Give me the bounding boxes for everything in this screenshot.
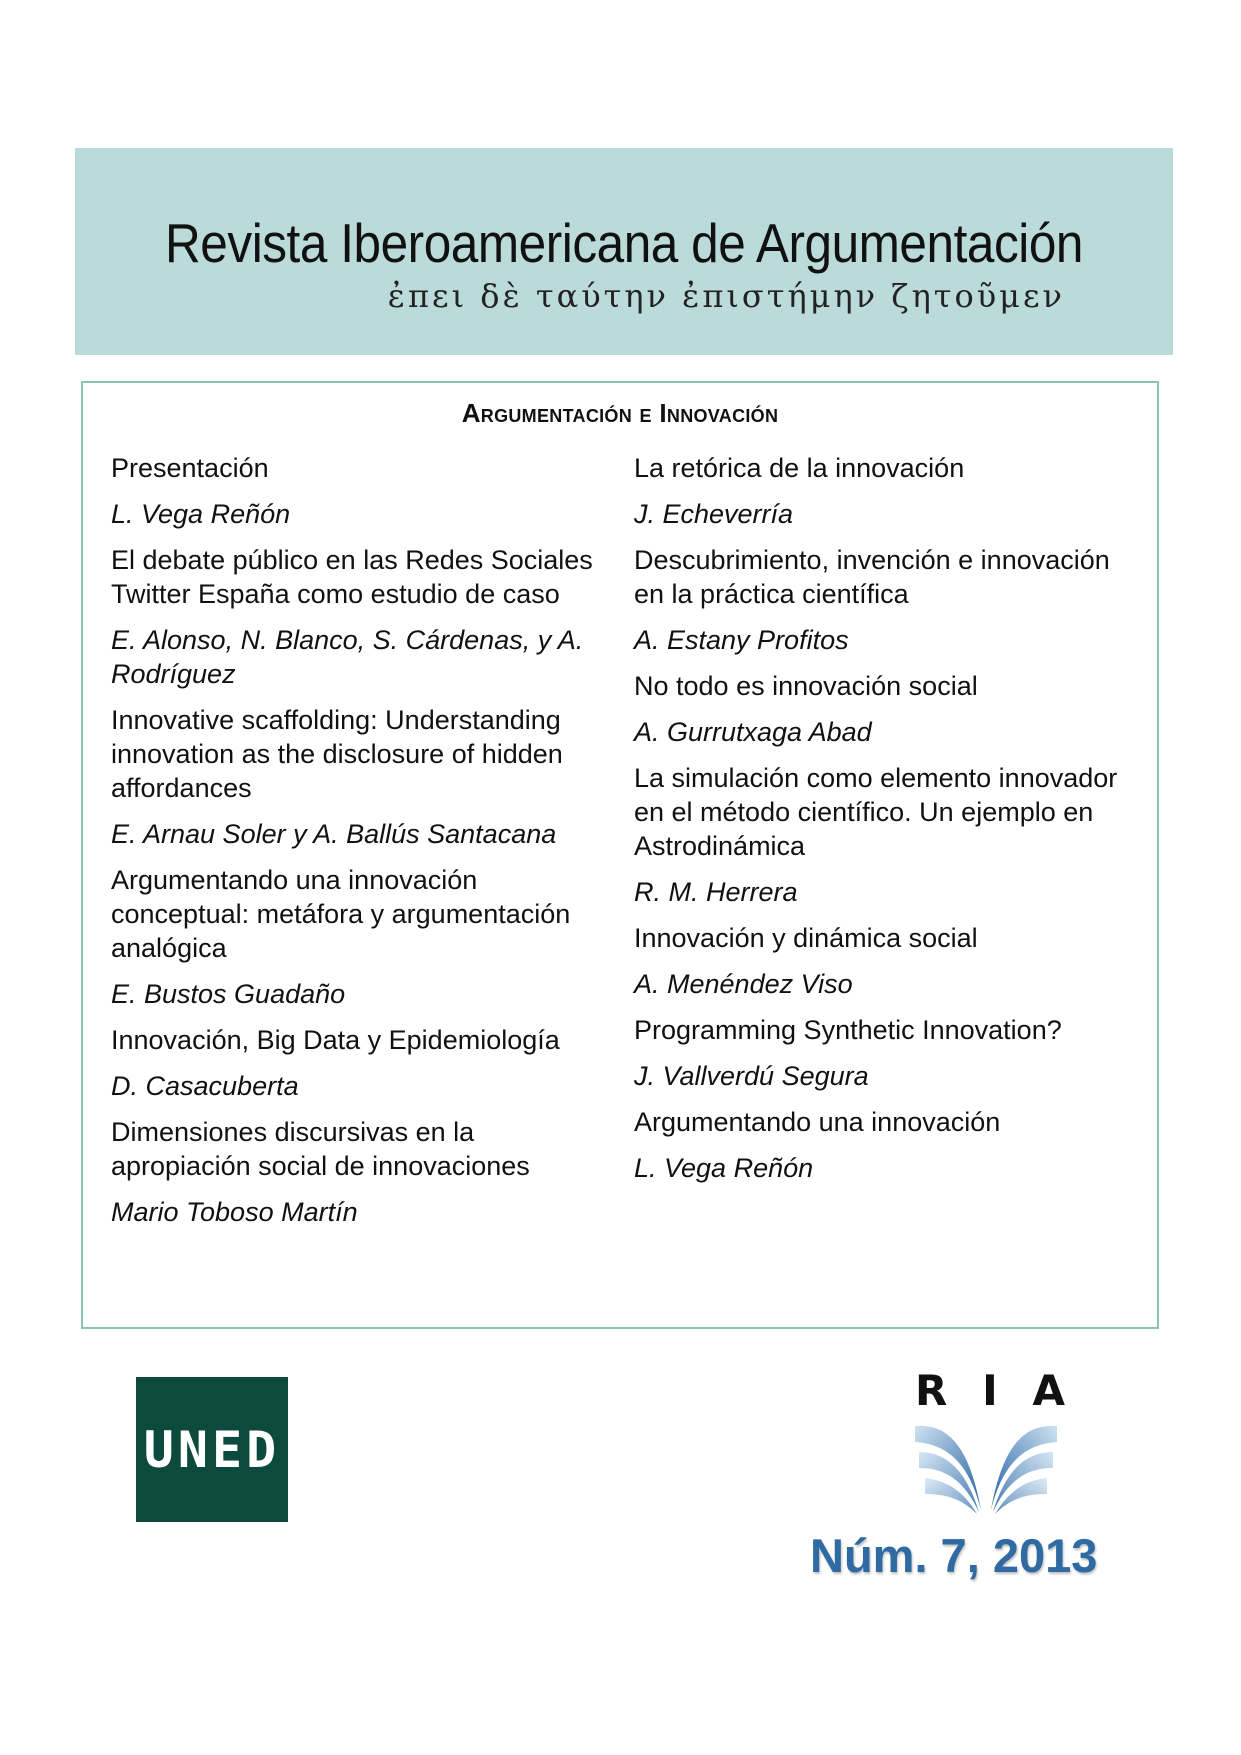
contents-left-column	[111, 451, 611, 1241]
article-title: Presentación	[111, 453, 269, 483]
contents-right-column	[634, 451, 1134, 1197]
article-author: Mario Toboso Martín	[111, 1197, 358, 1227]
article-title: Innovative scaffolding: Understanding innovation as the disclosure of hidden affordances	[111, 705, 563, 803]
ria-logo-letters	[915, 1366, 1065, 1415]
article-author: E. Alonso, N. Blanco, S. Cárdenas, y A. Rodríguez	[111, 625, 584, 689]
journal-motto: ἐπει δὲ ταύτην ἐπιστήμην ζητοῦμεν	[387, 277, 1065, 315]
article-author: J. Echeverría	[634, 499, 794, 529]
article-title: La simulación como elemento innovador en el método científico. Un ejemplo en Astrodinámica	[634, 763, 1118, 861]
list-item	[111, 451, 611, 531]
ria-letter: A	[1032, 1366, 1065, 1415]
list-item	[111, 1115, 611, 1229]
header-band	[75, 148, 1173, 355]
article-author: A. Menéndez Viso	[634, 969, 853, 999]
journal-title: Revista Iberoamericana de Argumentación	[165, 212, 1083, 274]
list-item	[111, 863, 611, 1011]
article-author: L. Vega Reñón	[634, 1153, 814, 1183]
ria-letter: I	[982, 1366, 998, 1415]
uned-logo	[136, 1377, 288, 1522]
article-title: Descubrimiento, invención e innovación en la práctica científica	[634, 545, 1110, 609]
article-title: Dimensiones discursivas en la apropiación social de innovaciones	[111, 1117, 530, 1181]
article-title: Innovación, Big Data y Epidemiología	[111, 1025, 560, 1055]
article-title: Programming Synthetic Innovation?	[634, 1015, 1062, 1045]
article-author: A. Estany Profitos	[634, 625, 849, 655]
list-item	[111, 1023, 611, 1103]
article-title: Argumentando una innovación conceptual: metáfora y argumentación analógica	[111, 865, 571, 963]
ria-letter: R	[915, 1366, 948, 1415]
article-title: Argumentando una innovación	[634, 1107, 1001, 1137]
article-title: No todo es innovación social	[634, 671, 978, 701]
article-author: E. Arnau Soler y A. Ballús Santacana	[111, 819, 557, 849]
article-title: Innovación y dinámica social	[634, 923, 978, 953]
article-author: L. Vega Reñón	[111, 499, 291, 529]
list-item	[634, 761, 1134, 909]
table-of-contents	[81, 381, 1159, 1329]
list-item	[634, 543, 1134, 657]
open-book-icon	[913, 1418, 1059, 1518]
article-author: J. Vallverdú Segura	[634, 1061, 869, 1091]
list-item	[634, 451, 1134, 531]
issue-number: Núm. 7, 2013	[810, 1529, 1098, 1582]
list-item	[111, 543, 611, 691]
list-item	[634, 669, 1134, 749]
section-title: Argumentación e Innovación	[461, 398, 779, 428]
article-author: E. Bustos Guadaño	[111, 979, 346, 1009]
article-title: El debate público en las Redes Sociales Twitter España como estudio de caso	[111, 545, 593, 609]
list-item	[634, 1105, 1134, 1185]
uned-logo-text: UNED	[143, 1420, 281, 1479]
article-author: R. M. Herrera	[634, 877, 798, 907]
article-title: La retórica de la innovación	[634, 453, 965, 483]
article-author: D. Casacuberta	[111, 1071, 299, 1101]
list-item	[634, 921, 1134, 1001]
article-author: A. Gurrutxaga Abad	[634, 717, 872, 747]
list-item	[111, 703, 611, 851]
list-item	[634, 1013, 1134, 1093]
